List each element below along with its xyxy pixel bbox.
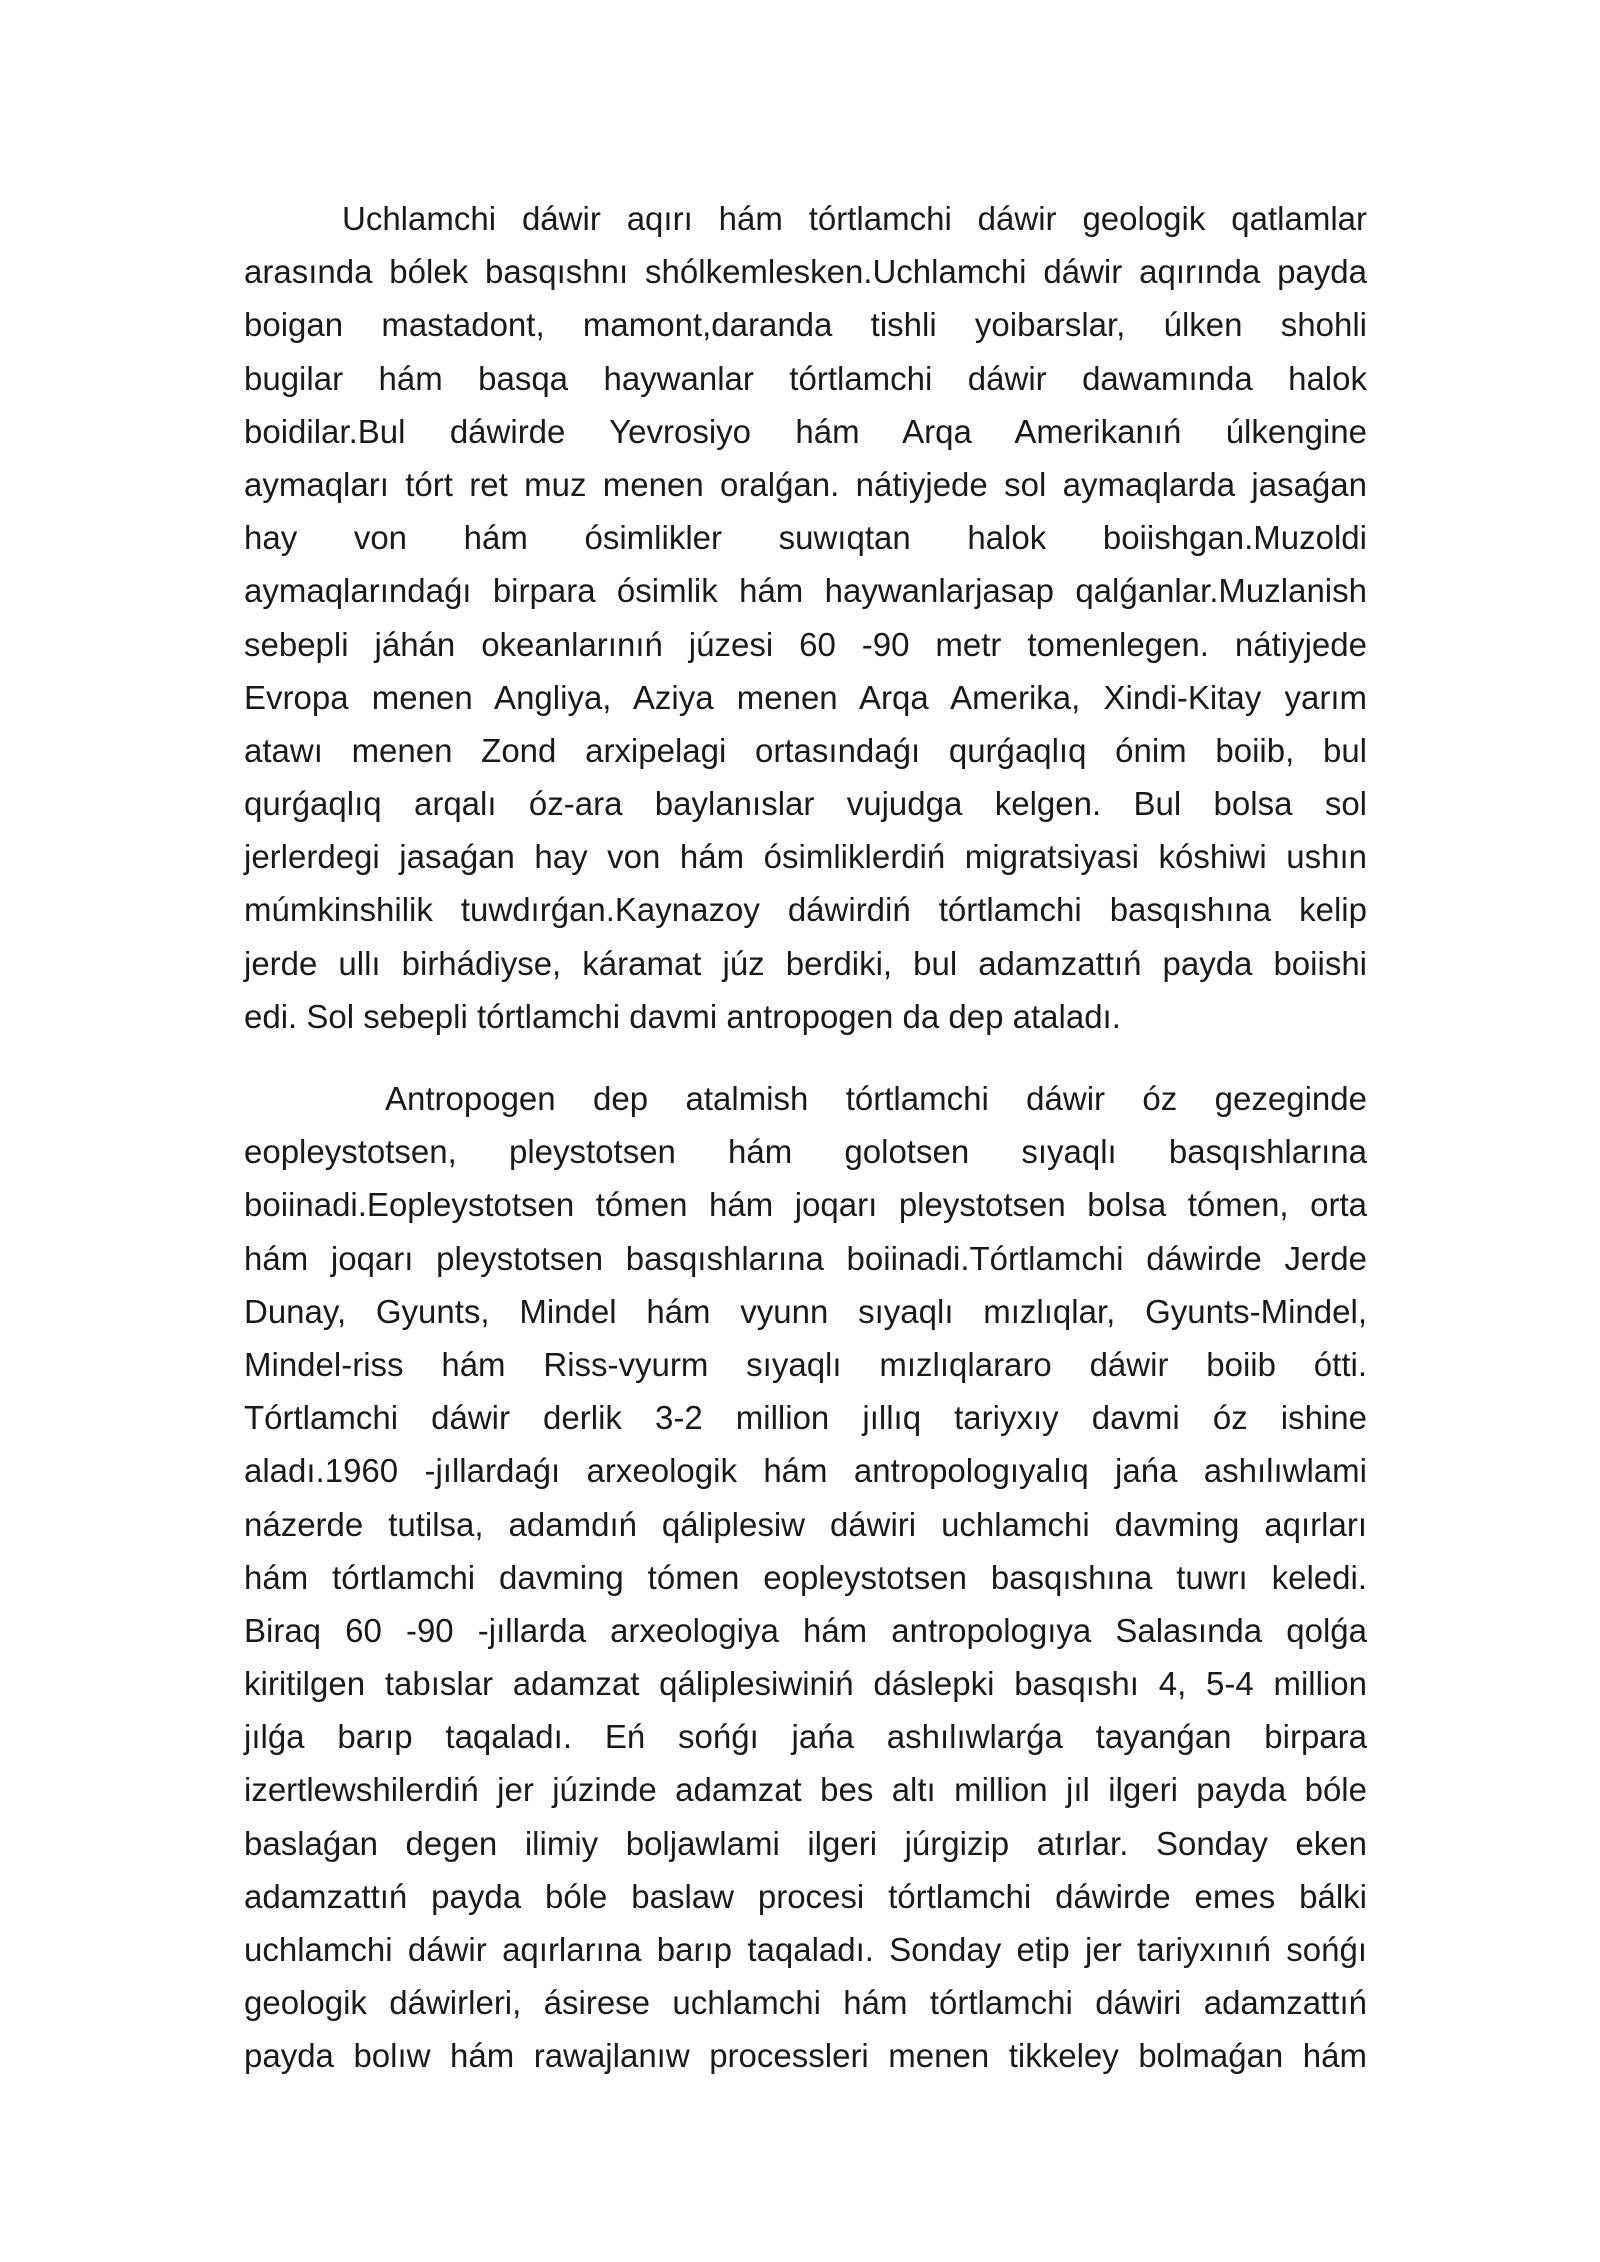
text-line: aymaqları tórt ret muz menen oralǵan. nátiyjede sol aymaqlarda jasaǵan (244, 465, 1367, 503)
text-line: kiritilgen tabıslar adamzat qáliplesiwiniń dáslepki basqıshı 4, 5-4 million (244, 1665, 1367, 1703)
text-line: Dunay, Gyunts, Mindel hám vyunn sıyaqlı mızlıqlar, Gyunts-Mindel, (244, 1292, 1367, 1330)
text-line: Mindel-riss hám Riss-vyurm sıyaqlı mızlıqlararo dáwir boiib ótti. (244, 1345, 1367, 1383)
text-line: Biraq 60 -90 -jıllarda arxeologiya hám antropologıya Salasında qolǵa (244, 1611, 1367, 1649)
text-line: aladı.1960 -jıllardaǵı arxeologik hám antropologıyalıq jańa ashılıwlami (244, 1452, 1367, 1490)
text-line: sebepli jáhán okeanlarınıń júzesi 60 -90 metr tomenlegen. nátiyjede (244, 625, 1367, 663)
text-line: hám joqarı pleystotsen basqıshlarına boiinadi.Tórtlamchi dáwirde Jerde (244, 1239, 1367, 1277)
text-line: boigan mastadont, mamont,daranda tishli yoibarslar, úlken shohli (244, 306, 1367, 344)
text-line: geologik dáwirleri, ásirese uchlamchi hám tórtlamchi dáwiri adamzattıń (244, 1984, 1367, 2022)
text-line: atawı menen Zond arxipelagi ortasındaǵı qurǵaqlıq ónim boiib, bul (244, 731, 1367, 769)
paragraph-2 (244, 1072, 1367, 2083)
text-line: boiinadi.Eopleystotsen tómen hám joqarı pleystotsen bolsa tómen, orta (244, 1186, 1367, 1224)
text-line: Tórtlamchi dáwir derlik 3-2 million jıllıq tariyxıy davmi óz ishine (244, 1399, 1367, 1437)
text-line: hay von hám ósimlikler suwıqtan halok boiishgan.Muzoldi (244, 519, 1367, 557)
text-line: názerde tutilsa, adamdıń qáliplesiw dáwiri uchlamchi davming aqırları (244, 1505, 1367, 1543)
text-line: baslaǵan degen ilimiy boljawlami ilgeri júrgizip atırlar. Sonday eken (244, 1824, 1367, 1862)
text-line: edi. Sol sebepli tórtlamchi davmi antropogen da dep ataladı. (244, 997, 1121, 1035)
text-line: jılǵa barıp taqaladı. Eń sońǵı jańa ashılıwlarǵa tayanǵan birpara (244, 1718, 1367, 1756)
paragraph-1 (244, 192, 1367, 1043)
text-line: jerde ullı birhádiyse, káramat júz berdiki, bul adamzattıń payda boiishi (244, 944, 1367, 982)
text-line: arasında bólek basqıshnı shólkemlesken.Uchlamchi dáwir aqırında payda (244, 253, 1367, 291)
text-line: hám tórtlamchi davming tómen eopleystotsen basqıshına tuwrı keledi. (244, 1558, 1367, 1596)
text-line: aymaqlarındaǵı birpara ósimlik hám haywanlarjasap qalǵanlar.Muzlanish (244, 572, 1367, 610)
text-line: bugilar hám basqa haywanlar tórtlamchi dáwir dawamında halok (244, 359, 1367, 397)
text-line: Evropa menen Angliya, Aziya menen Arqa Amerika, Xindi-Kitay yarım (244, 678, 1367, 716)
text-line: adamzattıń payda bóle baslaw procesi tórtlamchi dáwirde emes bálki (244, 1877, 1367, 1915)
text-line: qurǵaqlıq arqalı óz-ara baylanıslar vujudga kelgen. Bul bolsa sol (244, 785, 1367, 823)
text-line: izertlewshilerdiń jer júzinde adamzat bes altı million jıl ilgeri payda bóle (244, 1771, 1367, 1809)
text-line: payda bolıw hám rawajlanıw processleri menen tikkeley bolmaǵan hám (244, 2037, 1367, 2075)
text-line: múmkinshilik tuwdırǵan.Kaynazoy dáwirdiń tórtlamchi basqıshına kelip (244, 891, 1367, 929)
text-line: boidilar.Bul dáwirde Yevrosiyo hám Arqa Amerikanıń úlkengine (244, 412, 1367, 450)
text-line: uchlamchi dáwir aqırlarına barıp taqaladı. Sonday etip jer tariyxınıń sońǵı (244, 1931, 1367, 1968)
text-line: eopleystotsen, pleystotsen hám golotsen sıyaqlı basqıshlarına (244, 1133, 1367, 1171)
text-line: Uchlamchi dáwir aqırı hám tórtlamchi dáwir geologik qatlamlar (342, 200, 1367, 237)
text-line: jerlerdegi jasaǵan hay von hám ósimliklerdiń migratsiyasi kóshiwi ushın (244, 838, 1367, 876)
body-text (244, 192, 1367, 2112)
text-line: Antropogen dep atalmish tórtlamchi dáwir óz gezeginde (385, 1080, 1367, 1117)
